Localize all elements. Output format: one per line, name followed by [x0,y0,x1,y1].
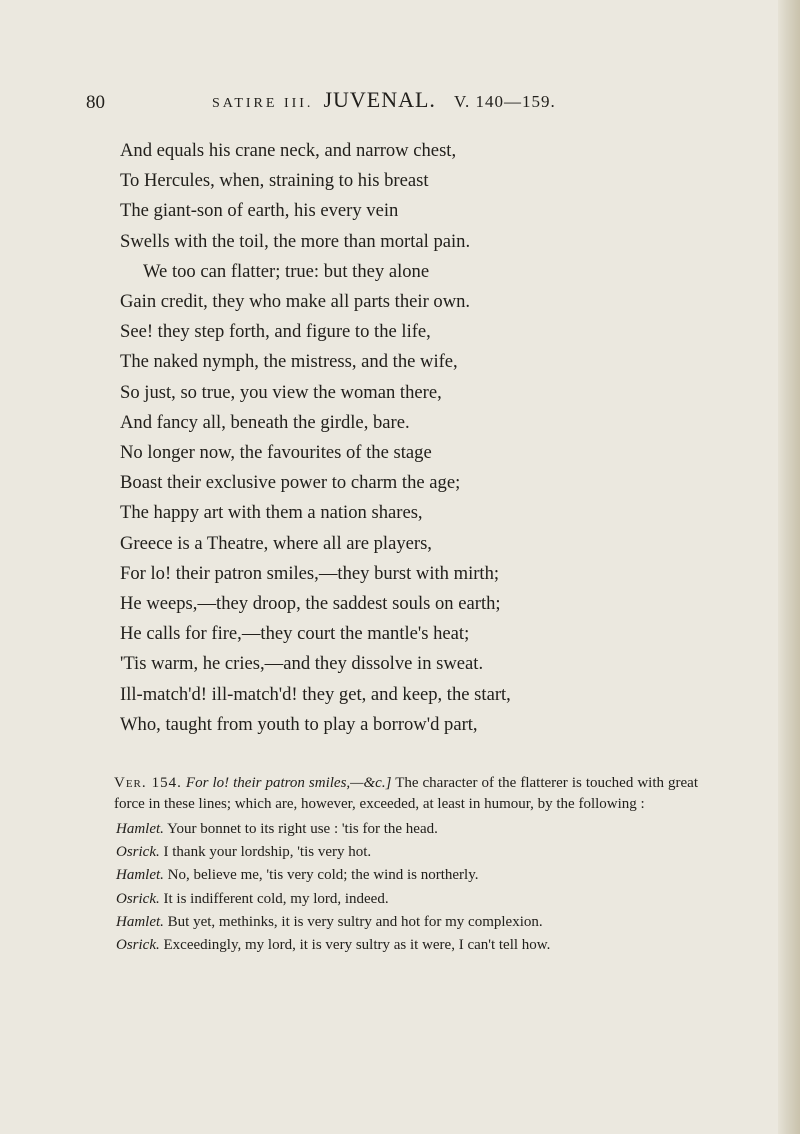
footnote-quote: For lo! their patron smiles,—&c.] [185,775,392,791]
speech-text: I thank your lordship, 'tis very hot. [163,844,372,861]
dialogue-line [116,891,389,908]
speech-text: But yet, methinks, it is very sultry and hot for my complexion. [167,913,543,930]
poem-line: He calls for fire,—they court the mantle's heat; [120,623,470,645]
dialogue-line [116,937,550,954]
dialogue-line [116,821,438,838]
speaker-name: Osrick. [116,844,160,861]
poem-line: The giant-son of earth, his every vein [120,200,399,222]
footnote-ref: Ver. 154. [114,775,182,791]
page-number: 80 [86,92,105,113]
speech-text: Your bonnet to its right use : 'tis for the head. [167,821,438,837]
poem-line: The happy art with them a nation shares, [120,502,423,524]
poem-line: Who, taught from youth to play a borrow'd part, [120,713,478,735]
speaker-name: Hamlet. [116,867,164,884]
poem-line: And fancy all, beneath the girdle, bare. [120,411,410,433]
dialogue-line [116,867,479,884]
footnote-text: The character of the flatterer is touched with great force in these lines; which are, however, exceeded, at least in humour, by the following : [114,775,698,812]
speech-text: Exceedingly, my lord, it is very sultry as it were, I can't tell how. [163,937,551,953]
poem-line: Greece is a Theatre, where all are players, [120,532,432,554]
poem-line: For lo! their patron smiles,—they burst with mirth; [120,562,500,584]
speaker-name: Hamlet. [116,913,164,930]
speech-text: No, believe me, 'tis very cold; the wind is northerly. [167,867,479,884]
poem-line: The naked nymph, the mistress, and the wife, [120,351,458,373]
poem-line: So just, so true, you view the woman there, [120,381,442,403]
poem-line: We too can flatter; true: but they alone [143,260,430,282]
satire-label: SATIRE III. [212,96,314,111]
running-title [212,87,556,113]
speaker-name: Osrick. [116,890,160,907]
dialogue-line [116,914,543,931]
poem-line: Boast their exclusive power to charm the age; [120,472,461,494]
speaker-name: Hamlet. [116,821,164,837]
poem-line: 'Tis warm, he cries,—and they dissolve in sweat. [120,653,484,675]
poem-line: Swells with the toil, the more than mortal pain. [120,230,471,252]
poem-line: To Hercules, when, straining to his breast [120,170,429,192]
running-header [86,87,746,123]
verse-range: V. 140—159. [453,92,556,111]
speaker-name: Osrick. [116,937,160,953]
poem-line: And equals his crane neck, and narrow chest, [120,140,457,161]
poem-line: See! they step forth, and figure to the life, [120,321,431,343]
poem-line: Gain credit, they who make all parts their own. [120,291,471,312]
poem-line: No longer now, the favourites of the stage [120,442,432,463]
dialogue-line [116,844,371,861]
author-name: JUVENAL. [323,87,436,112]
footnote [114,773,698,815]
poem-line: Ill-match'd! ill-match'd! they get, and keep, the start, [120,683,511,705]
poem-line: He weeps,—they droop, the saddest souls on earth; [120,593,501,614]
speech-text: It is indifferent cold, my lord, indeed. [163,890,389,907]
page-edge [778,0,800,1134]
